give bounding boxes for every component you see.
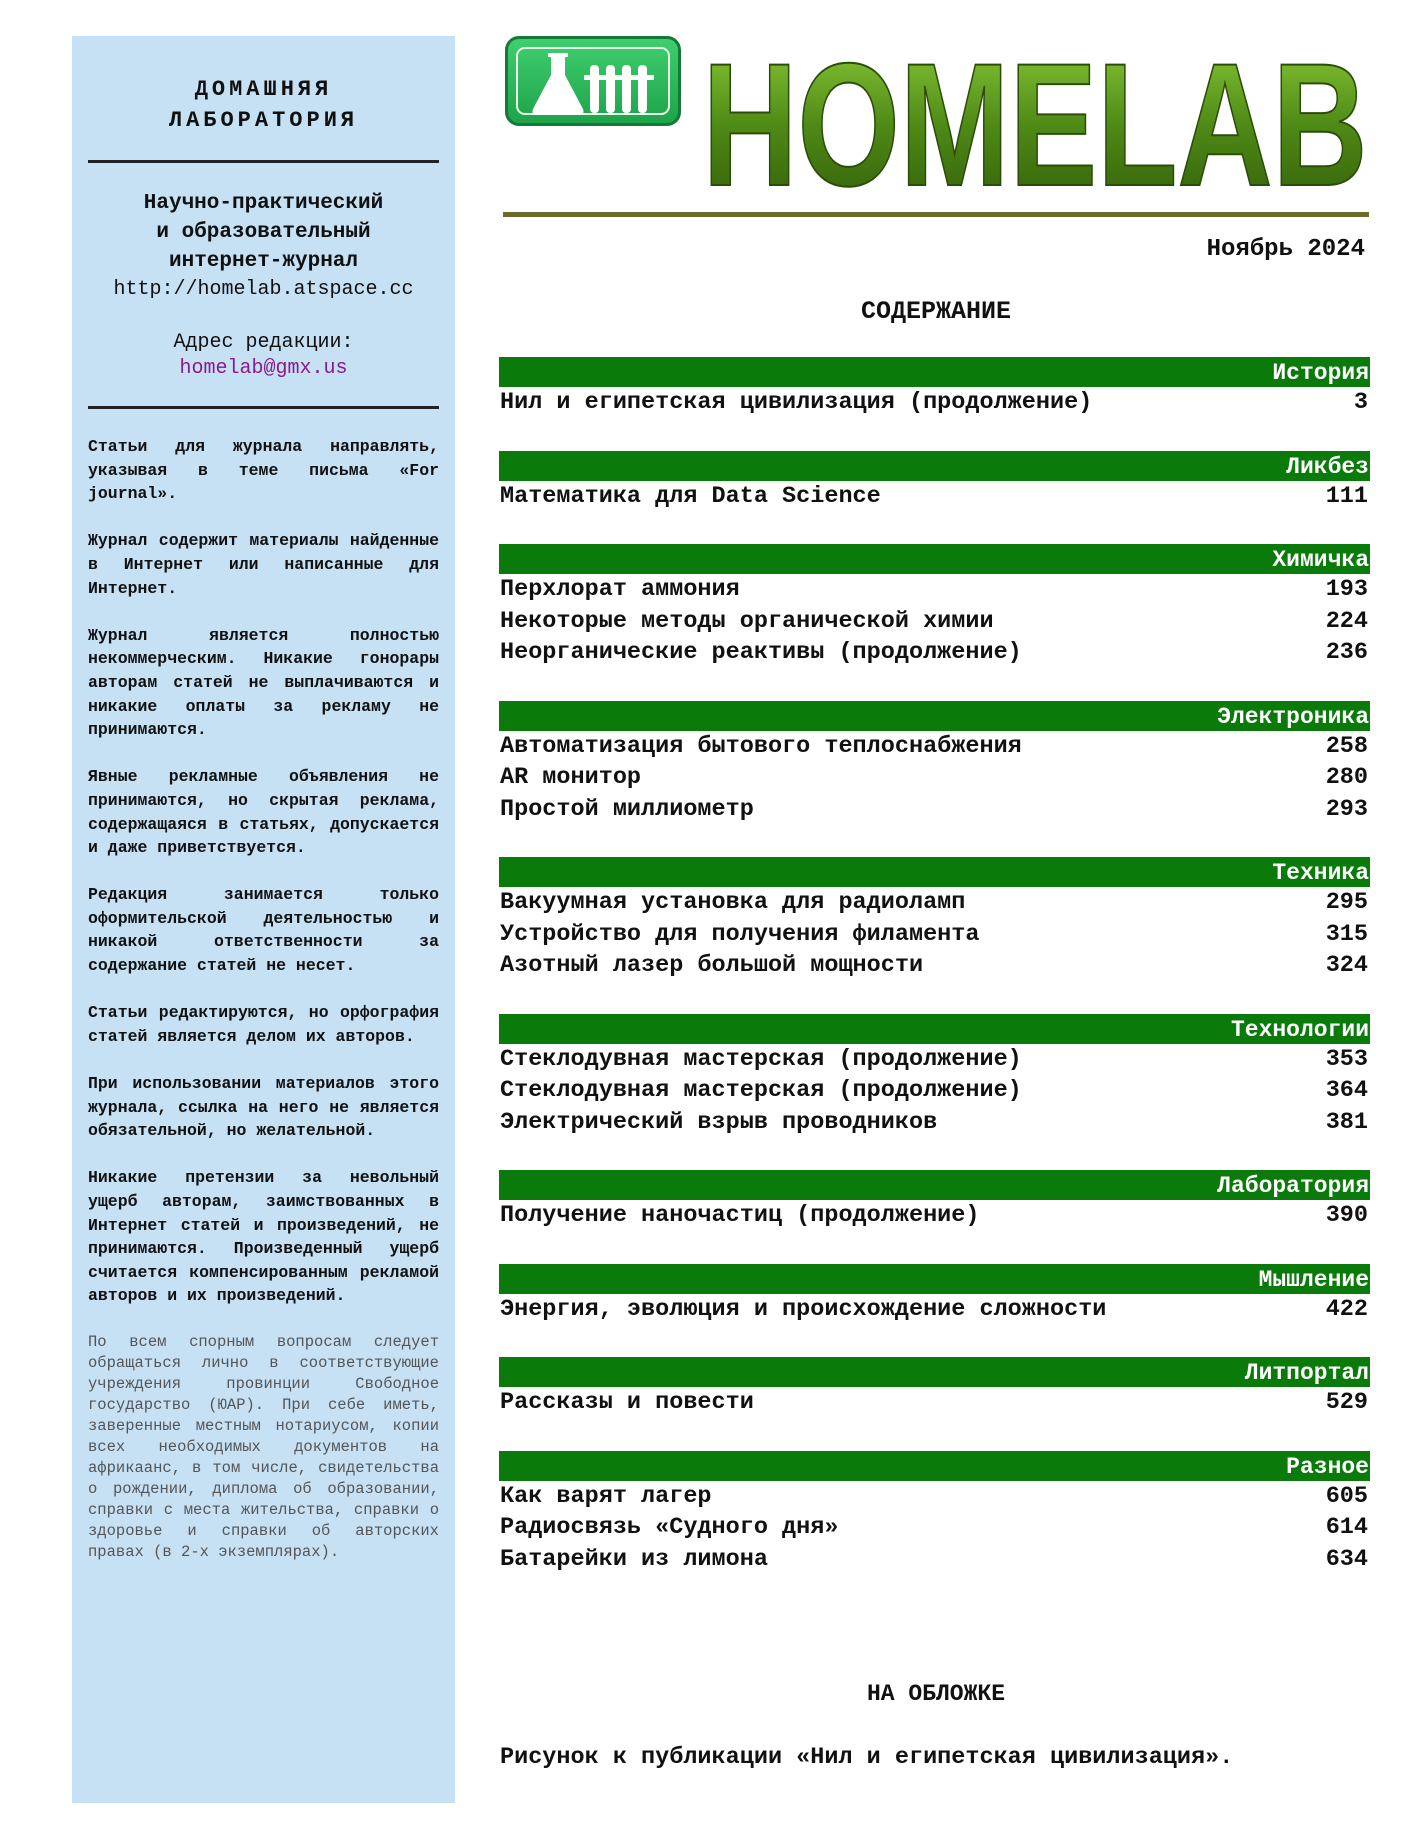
entry-title: Неорганические реактивы (продолжение) — [500, 639, 1022, 666]
entry-title: Вакуумная установка для радиоламп — [500, 889, 966, 916]
sidebar — [72, 36, 455, 1803]
sidebar-description-line1: Научно-практический — [143, 192, 384, 215]
entry-page: 258 — [1325, 732, 1368, 760]
entry-page: 390 — [1325, 1202, 1368, 1229]
toc-section — [499, 1451, 1370, 1576]
sidebar-paragraph: Явные рекламные объявления не принимаются, но скрытая реклама, содержащаяся в статьях, допускается и даже приветствуется. — [88, 767, 439, 858]
entry-page: 236 — [1325, 639, 1368, 666]
entry-page: 324 — [1325, 952, 1368, 979]
brand-title: HOMELAB — [702, 30, 1368, 200]
sidebar-divider — [88, 406, 439, 409]
toc-entry[interactable] — [499, 481, 1370, 513]
entry-title: Простой миллиометр — [500, 795, 754, 823]
sidebar-email-link[interactable]: homelab@gmx.us — [179, 357, 348, 380]
entry-title: Математика для Data Science — [500, 482, 881, 510]
toc-entry[interactable] — [499, 1200, 1370, 1232]
sidebar-paragraph: Журнал содержит материалы найденные в Интернет или написанные для Интернет. — [88, 531, 439, 598]
toc-section — [499, 357, 1370, 419]
section-bar: Электроника — [499, 701, 1370, 731]
entry-title: Как варят лагер — [500, 1482, 712, 1510]
entry-page: 293 — [1325, 795, 1368, 823]
entry-page: 614 — [1325, 1514, 1368, 1541]
lab-logo — [505, 36, 681, 126]
entry-title: Получение наночастиц (продолжение) — [500, 1202, 980, 1229]
sidebar-paragraph: Журнал является полностью некоммерческим. Никакие гонорары авторам статей не выплачиваются и никакие оплаты за рекламу не принимаются. — [88, 625, 439, 740]
entry-title: AR монитор — [500, 764, 642, 791]
entry-title: Рассказы и повести — [500, 1389, 754, 1416]
entry-title: Радиосвязь «Судного дня» — [500, 1514, 839, 1541]
cover-caption: Рисунок к публикации «Нил и египетская цивилизация». — [500, 1744, 1234, 1771]
entry-title: Стеклодувная мастерская (продолжение) — [500, 1077, 1022, 1104]
entry-page: 605 — [1325, 1482, 1368, 1510]
section-bar: Технологии — [499, 1014, 1370, 1044]
toc-heading: СОДЕРЖАНИЕ — [860, 297, 1012, 326]
entry-page: 111 — [1325, 482, 1368, 510]
sidebar-paragraph: Статьи для журнала направлять, указывая в теме письма «For journal». — [88, 437, 439, 504]
sidebar-description-line2: и образовательный — [156, 221, 371, 244]
sidebar-title-line2: ЛАБОРАТОРИЯ — [168, 108, 359, 133]
toc-entry[interactable] — [499, 637, 1370, 669]
entry-title: Некоторые методы органической химии — [500, 607, 994, 635]
section-bar: Разное — [499, 1451, 1370, 1481]
sidebar-paragraph: При использовании материалов этого журнала, ссылка на него не является обязательной, но желательной. — [88, 1074, 439, 1141]
entry-title: Стеклодувная мастерская (продолжение) — [500, 1045, 1022, 1073]
sidebar-paragraph: Редакция занимается только оформительской деятельностью и никакой ответственности за содержание статей не несет. — [88, 885, 439, 976]
lab-glassware-icon — [526, 45, 666, 123]
toc-entry[interactable] — [499, 950, 1370, 982]
sidebar-disclaimer: По всем спорным вопросам следует обращаться лично в соответствующие учреждения провинции Свободное государство (ЮАР). При себе иметь, заверенные местным нотариусом, копии всех необходимых документов на африкаанс, в том числе, свидетельства о рождении, диплома об образовании, справки с места жительства, справки о здоровье и справки об авторских правах (в 2-х экземплярах). — [88, 1332, 439, 1561]
toc-entry[interactable] — [499, 1481, 1370, 1513]
toc-entry[interactable] — [499, 1107, 1370, 1139]
toc-entry[interactable] — [499, 731, 1370, 763]
entry-title: Энергия, эволюция и происхождение сложности — [500, 1295, 1107, 1323]
entry-page: 353 — [1325, 1045, 1368, 1073]
toc-entry[interactable] — [499, 606, 1370, 638]
entry-page: 315 — [1325, 920, 1368, 948]
toc-section — [499, 701, 1370, 826]
toc-entry[interactable] — [499, 1387, 1370, 1419]
entry-title: Нил и египетская цивилизация (продолжение) — [500, 389, 1093, 416]
entry-title: Электрический взрыв проводников — [500, 1108, 938, 1136]
entry-page: 193 — [1325, 576, 1368, 603]
entry-page: 3 — [1353, 389, 1368, 416]
toc-section — [499, 857, 1370, 982]
sidebar-paragraph: Никакие претензии за невольный ущерб авторам, заимствованных в Интернет статей и произведений, не принимаются. Произведенный ущерб считается компенсированным рекламой авторов и их произведений. — [88, 1168, 439, 1306]
entry-page: 364 — [1325, 1077, 1368, 1104]
toc-entry[interactable] — [499, 794, 1370, 826]
entry-title: Устройство для получения филамента — [500, 920, 980, 948]
entry-title: Автоматизация бытового теплоснабжения — [500, 732, 1022, 760]
entry-page: 224 — [1325, 607, 1368, 635]
cover-heading: НА ОБЛОЖКЕ — [866, 1681, 1006, 1707]
entry-page: 634 — [1325, 1545, 1368, 1573]
entry-page: 295 — [1325, 889, 1368, 916]
brand-wordmark — [700, 30, 1370, 200]
sidebar-divider — [88, 160, 439, 163]
toc-entry[interactable] — [499, 1512, 1370, 1544]
section-bar: Мышление — [499, 1264, 1370, 1294]
section-bar: История — [499, 357, 1370, 387]
sidebar-description-line3: интернет-журнал — [168, 250, 359, 273]
toc-section — [499, 1170, 1370, 1232]
sidebar-address-label: Адрес редакции: — [173, 331, 354, 354]
toc-entry[interactable] — [499, 574, 1370, 606]
section-bar: Техника — [499, 857, 1370, 887]
entry-title: Азотный лазер большой мощности — [500, 952, 924, 979]
entry-title: Перхлорат аммония — [500, 576, 740, 603]
entry-page: 529 — [1325, 1389, 1368, 1416]
sidebar-title-line1: ДОМАШНЯЯ — [194, 77, 333, 102]
toc-entry[interactable] — [499, 762, 1370, 794]
section-bar: Лаборатория — [499, 1170, 1370, 1200]
entry-page: 280 — [1325, 764, 1368, 791]
section-bar: Литпортал — [499, 1357, 1370, 1387]
header-divider — [503, 212, 1369, 217]
toc-entry[interactable] — [499, 387, 1370, 419]
toc-section — [499, 451, 1370, 513]
toc-section — [499, 1014, 1370, 1139]
toc-entry[interactable] — [499, 887, 1370, 919]
sidebar-paragraph: Статьи редактируются, но орфография статей является делом их авторов. — [88, 1003, 439, 1046]
toc-entry[interactable] — [499, 1044, 1370, 1076]
table-of-contents — [499, 357, 1370, 1607]
toc-section — [499, 1357, 1370, 1419]
toc-section — [499, 1264, 1370, 1326]
section-bar: Химичка — [499, 544, 1370, 574]
toc-entry[interactable] — [499, 1075, 1370, 1107]
toc-entry[interactable] — [499, 1544, 1370, 1576]
issue-date: Ноябрь 2024 — [1206, 236, 1365, 263]
toc-entry[interactable] — [499, 919, 1370, 951]
entry-title: Батарейки из лимона — [500, 1545, 768, 1573]
section-bar: Ликбез — [499, 451, 1370, 481]
sidebar-url-link[interactable]: http://homelab.atspace.cc — [113, 278, 414, 301]
toc-section — [499, 544, 1370, 669]
entry-page: 381 — [1325, 1108, 1368, 1136]
entry-page: 422 — [1325, 1295, 1368, 1323]
toc-entry[interactable] — [499, 1294, 1370, 1326]
